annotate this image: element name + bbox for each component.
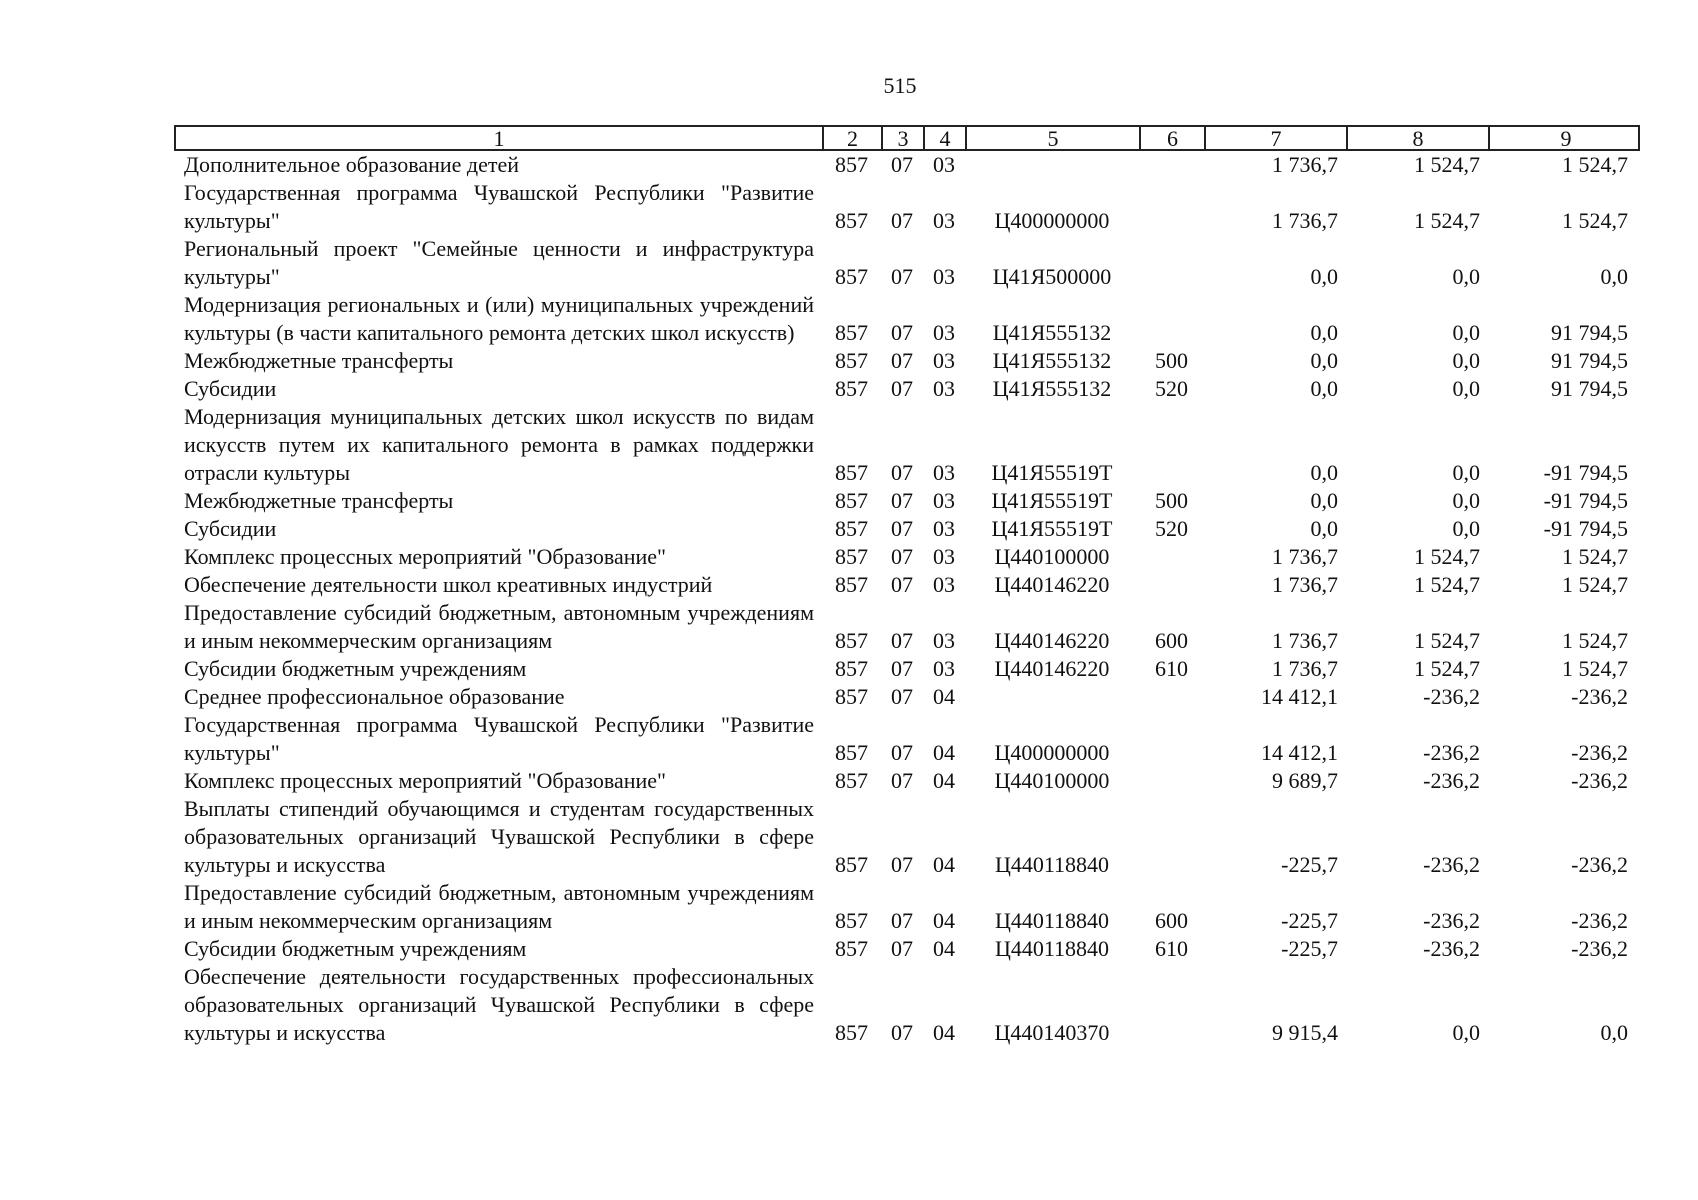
column-header: 1 xyxy=(176,127,824,150)
row-code-ministry: 857 xyxy=(835,264,868,289)
row-amount-7: 0,0 xyxy=(1310,460,1338,485)
row-name: Межбюджетные трансферты xyxy=(184,488,454,513)
table-row xyxy=(174,795,1640,879)
row-code-section: 07 xyxy=(891,264,913,289)
row-code-target: Ц440146220 xyxy=(994,628,1110,653)
row-code-ministry: 857 xyxy=(835,936,868,961)
table-row xyxy=(174,963,1640,1047)
column-header: 2 xyxy=(824,127,883,150)
row-code-subsection: 03 xyxy=(933,656,955,681)
row-code-expense-type: 610 xyxy=(1155,936,1188,961)
row-code-ministry: 857 xyxy=(835,1020,868,1045)
row-amount-8: -236,2 xyxy=(1423,852,1480,877)
row-amount-8: 0,0 xyxy=(1452,348,1480,373)
row-name: Предоставление субсидий бюджетным, автономным учреждениям и иным некоммерческим организациям xyxy=(184,880,814,933)
table-row xyxy=(174,235,1640,291)
row-amount-8: 1 524,7 xyxy=(1414,152,1480,177)
row-code-target: Ц440146220 xyxy=(994,656,1110,681)
row-code-ministry: 857 xyxy=(835,208,868,233)
row-name: Обеспечение деятельности государственных профессиональных образовательных организаций Чувашской Республики в сфере культуры и искусства xyxy=(184,964,814,1045)
row-amount-9: -236,2 xyxy=(1571,740,1628,765)
row-amount-7: 1 736,7 xyxy=(1272,572,1338,597)
row-code-section: 07 xyxy=(891,320,913,345)
table-row xyxy=(174,151,1640,179)
row-code-section: 07 xyxy=(891,1020,913,1045)
row-code-subsection: 03 xyxy=(933,544,955,569)
row-code-subsection: 04 xyxy=(933,684,955,709)
page-number: 515 xyxy=(883,73,917,98)
row-code-section: 07 xyxy=(891,768,913,793)
table-row xyxy=(174,571,1640,599)
row-code-subsection: 04 xyxy=(933,908,955,933)
row-code-subsection: 04 xyxy=(933,768,955,793)
row-amount-9: -236,2 xyxy=(1571,936,1628,961)
row-amount-9: 1 524,7 xyxy=(1562,208,1628,233)
row-code-section: 07 xyxy=(891,684,913,709)
column-header: 8 xyxy=(1348,127,1490,150)
row-amount-9: 1 524,7 xyxy=(1562,152,1628,177)
row-code-ministry: 857 xyxy=(835,768,868,793)
row-code-target: Ц440118840 xyxy=(994,908,1110,933)
row-name: Субсидии бюджетным учреждениям xyxy=(184,656,527,681)
row-amount-7: 14 412,1 xyxy=(1261,740,1338,765)
row-code-ministry: 857 xyxy=(835,376,868,401)
row-code-target: Ц41Я555132 xyxy=(992,320,1112,345)
row-amount-8: 0,0 xyxy=(1452,460,1480,485)
row-code-target: Ц41Я55519Т xyxy=(991,516,1113,541)
row-name: Субсидии xyxy=(184,516,277,541)
table-row xyxy=(174,935,1640,963)
row-amount-8: 1 524,7 xyxy=(1414,628,1480,653)
table-row xyxy=(174,347,1640,375)
row-amount-7: 0,0 xyxy=(1310,264,1338,289)
row-amount-8: -236,2 xyxy=(1423,768,1480,793)
row-code-section: 07 xyxy=(891,348,913,373)
row-amount-9: -236,2 xyxy=(1571,684,1628,709)
row-code-subsection: 03 xyxy=(933,572,955,597)
row-code-ministry: 857 xyxy=(835,572,868,597)
row-amount-8: 1 524,7 xyxy=(1414,544,1480,569)
row-code-section: 07 xyxy=(891,152,913,177)
row-name: Обеспечение деятельности школ креативных индустрий xyxy=(184,572,713,597)
row-amount-8: 0,0 xyxy=(1452,376,1480,401)
row-name: Региональный проект "Семейные ценности и инфраструктура культуры" xyxy=(184,236,814,289)
row-code-ministry: 857 xyxy=(835,740,868,765)
row-name: Комплекс процессных мероприятий "Образование" xyxy=(184,768,667,793)
row-code-expense-type: 600 xyxy=(1155,628,1188,653)
row-amount-9: -91 794,5 xyxy=(1543,516,1628,541)
row-code-target: Ц440100000 xyxy=(994,768,1110,793)
row-code-section: 07 xyxy=(891,852,913,877)
row-code-target: Ц41Я555132 xyxy=(992,376,1112,401)
row-code-target: Ц400000000 xyxy=(994,208,1110,233)
table-row xyxy=(174,767,1640,795)
row-code-section: 07 xyxy=(891,488,913,513)
row-name: Модернизация муниципальных детских школ искусств по видам искусств путем их капитального ремонта в рамках поддержки отрасли культуры xyxy=(184,404,814,485)
row-code-target: Ц440140370 xyxy=(994,1020,1110,1045)
row-code-ministry: 857 xyxy=(835,320,868,345)
row-code-expense-type: 600 xyxy=(1155,908,1188,933)
row-code-subsection: 04 xyxy=(933,740,955,765)
row-amount-7: -225,7 xyxy=(1281,936,1338,961)
row-code-target: Ц41Я555132 xyxy=(992,348,1112,373)
row-code-subsection: 03 xyxy=(933,460,955,485)
row-name: Дополнительное образование детей xyxy=(184,152,520,177)
row-amount-7: 0,0 xyxy=(1310,516,1338,541)
table-row xyxy=(174,711,1640,767)
row-amount-9: -91 794,5 xyxy=(1543,460,1628,485)
row-amount-9: 91 794,5 xyxy=(1551,376,1628,401)
row-code-section: 07 xyxy=(891,936,913,961)
row-amount-7: 1 736,7 xyxy=(1272,208,1338,233)
row-amount-8: 1 524,7 xyxy=(1414,572,1480,597)
row-code-subsection: 03 xyxy=(933,152,955,177)
row-code-section: 07 xyxy=(891,376,913,401)
row-amount-7: 1 736,7 xyxy=(1272,656,1338,681)
column-header: 5 xyxy=(967,127,1141,150)
row-amount-8: 1 524,7 xyxy=(1414,656,1480,681)
row-code-ministry: 857 xyxy=(835,852,868,877)
row-name: Выплаты стипендий обучающимся и студентам государственных образовательных организаций Чувашской Республики в сфере культуры и искусства xyxy=(184,796,814,877)
column-header: 3 xyxy=(883,127,925,150)
row-code-section: 07 xyxy=(891,460,913,485)
row-code-section: 07 xyxy=(891,544,913,569)
row-amount-7: -225,7 xyxy=(1281,852,1338,877)
row-code-target: Ц41Я55519Т xyxy=(991,460,1113,485)
row-amount-7: 9 689,7 xyxy=(1272,768,1338,793)
row-code-ministry: 857 xyxy=(835,544,868,569)
row-amount-8: -236,2 xyxy=(1423,684,1480,709)
row-amount-8: 0,0 xyxy=(1452,264,1480,289)
row-code-target: Ц440100000 xyxy=(994,544,1110,569)
row-code-target: Ц41Я55519Т xyxy=(991,488,1113,513)
row-name: Комплекс процессных мероприятий "Образование" xyxy=(184,544,667,569)
row-amount-9: -236,2 xyxy=(1571,768,1628,793)
row-amount-8: 1 524,7 xyxy=(1414,208,1480,233)
row-code-subsection: 04 xyxy=(933,1020,955,1045)
row-code-section: 07 xyxy=(891,208,913,233)
row-amount-7: -225,7 xyxy=(1281,908,1338,933)
row-amount-9: 1 524,7 xyxy=(1562,656,1628,681)
row-code-subsection: 04 xyxy=(933,936,955,961)
row-code-section: 07 xyxy=(891,740,913,765)
row-code-expense-type: 520 xyxy=(1155,376,1188,401)
row-amount-7: 9 915,4 xyxy=(1272,1020,1338,1045)
row-amount-9: -236,2 xyxy=(1571,852,1628,877)
budget-table xyxy=(174,125,1640,1047)
table-row xyxy=(174,291,1640,347)
row-amount-9: 0,0 xyxy=(1600,264,1628,289)
row-amount-9: -91 794,5 xyxy=(1543,488,1628,513)
row-code-target: Ц440146220 xyxy=(994,572,1110,597)
row-amount-7: 0,0 xyxy=(1310,376,1338,401)
row-code-section: 07 xyxy=(891,628,913,653)
row-amount-7: 1 736,7 xyxy=(1272,544,1338,569)
row-amount-8: 0,0 xyxy=(1452,516,1480,541)
row-code-ministry: 857 xyxy=(835,684,868,709)
row-code-subsection: 03 xyxy=(933,516,955,541)
table-row xyxy=(174,879,1640,935)
row-code-ministry: 857 xyxy=(835,516,868,541)
table-row xyxy=(174,683,1640,711)
column-header: 4 xyxy=(925,127,967,150)
table-row xyxy=(174,375,1640,403)
row-amount-9: 91 794,5 xyxy=(1551,348,1628,373)
row-code-expense-type: 500 xyxy=(1155,348,1188,373)
row-code-ministry: 857 xyxy=(835,488,868,513)
row-amount-9: 0,0 xyxy=(1600,1020,1628,1045)
table-row xyxy=(174,487,1640,515)
row-code-expense-type: 500 xyxy=(1155,488,1188,513)
row-amount-7: 1 736,7 xyxy=(1272,628,1338,653)
row-code-target: Ц41Я500000 xyxy=(992,264,1112,289)
row-amount-8: 0,0 xyxy=(1452,1020,1480,1045)
row-code-ministry: 857 xyxy=(835,348,868,373)
row-code-subsection: 04 xyxy=(933,852,955,877)
row-amount-7: 0,0 xyxy=(1310,488,1338,513)
row-code-section: 07 xyxy=(891,572,913,597)
row-code-subsection: 03 xyxy=(933,320,955,345)
row-amount-8: -236,2 xyxy=(1423,936,1480,961)
row-name: Государственная программа Чувашской Республики "Развитие культуры" xyxy=(184,180,814,233)
row-amount-7: 1 736,7 xyxy=(1272,152,1338,177)
row-amount-8: 0,0 xyxy=(1452,320,1480,345)
row-name: Межбюджетные трансферты xyxy=(184,348,454,373)
table-row xyxy=(174,515,1640,543)
table-row xyxy=(174,543,1640,571)
row-name: Государственная программа Чувашской Республики "Развитие культуры" xyxy=(184,712,814,765)
row-amount-7: 0,0 xyxy=(1310,320,1338,345)
row-code-section: 07 xyxy=(891,656,913,681)
row-name: Среднее профессиональное образование xyxy=(184,684,565,709)
row-code-ministry: 857 xyxy=(835,460,868,485)
table-body xyxy=(174,151,1640,1047)
row-code-ministry: 857 xyxy=(835,908,868,933)
row-amount-9: 91 794,5 xyxy=(1551,320,1628,345)
row-name: Субсидии бюджетным учреждениям xyxy=(184,936,527,961)
row-amount-9: 1 524,7 xyxy=(1562,544,1628,569)
row-code-subsection: 03 xyxy=(933,208,955,233)
row-code-target: Ц400000000 xyxy=(994,740,1110,765)
row-amount-9: 1 524,7 xyxy=(1562,572,1628,597)
row-code-section: 07 xyxy=(891,516,913,541)
row-code-subsection: 03 xyxy=(933,488,955,513)
row-code-expense-type: 520 xyxy=(1155,516,1188,541)
table-row xyxy=(174,403,1640,487)
row-code-ministry: 857 xyxy=(835,656,868,681)
row-amount-7: 0,0 xyxy=(1310,348,1338,373)
row-code-subsection: 03 xyxy=(933,628,955,653)
row-amount-9: -236,2 xyxy=(1571,908,1628,933)
row-amount-7: 14 412,1 xyxy=(1261,684,1338,709)
table-row xyxy=(174,655,1640,683)
table-header-row xyxy=(174,125,1640,151)
column-header: 9 xyxy=(1560,126,1572,151)
row-code-target: Ц440118840 xyxy=(994,936,1110,961)
table-row xyxy=(174,599,1640,655)
row-code-subsection: 03 xyxy=(933,264,955,289)
row-amount-8: -236,2 xyxy=(1423,908,1480,933)
row-code-target: Ц440118840 xyxy=(994,852,1110,877)
column-header: 7 xyxy=(1206,127,1348,150)
table-row xyxy=(174,179,1640,235)
column-header: 6 xyxy=(1141,127,1206,150)
row-amount-9: 1 524,7 xyxy=(1562,628,1628,653)
row-name: Субсидии xyxy=(184,376,277,401)
row-code-subsection: 03 xyxy=(933,376,955,401)
row-code-section: 07 xyxy=(891,908,913,933)
row-code-subsection: 03 xyxy=(933,348,955,373)
row-name: Модернизация региональных и (или) муниципальных учреждений культуры (в части капитального ремонта детских школ искусств) xyxy=(184,292,814,345)
row-code-expense-type: 610 xyxy=(1155,656,1188,681)
row-name: Предоставление субсидий бюджетным, автономным учреждениям и иным некоммерческим организациям xyxy=(184,600,814,653)
row-code-ministry: 857 xyxy=(835,152,868,177)
row-amount-8: 0,0 xyxy=(1452,488,1480,513)
row-code-ministry: 857 xyxy=(835,628,868,653)
row-amount-8: -236,2 xyxy=(1423,740,1480,765)
